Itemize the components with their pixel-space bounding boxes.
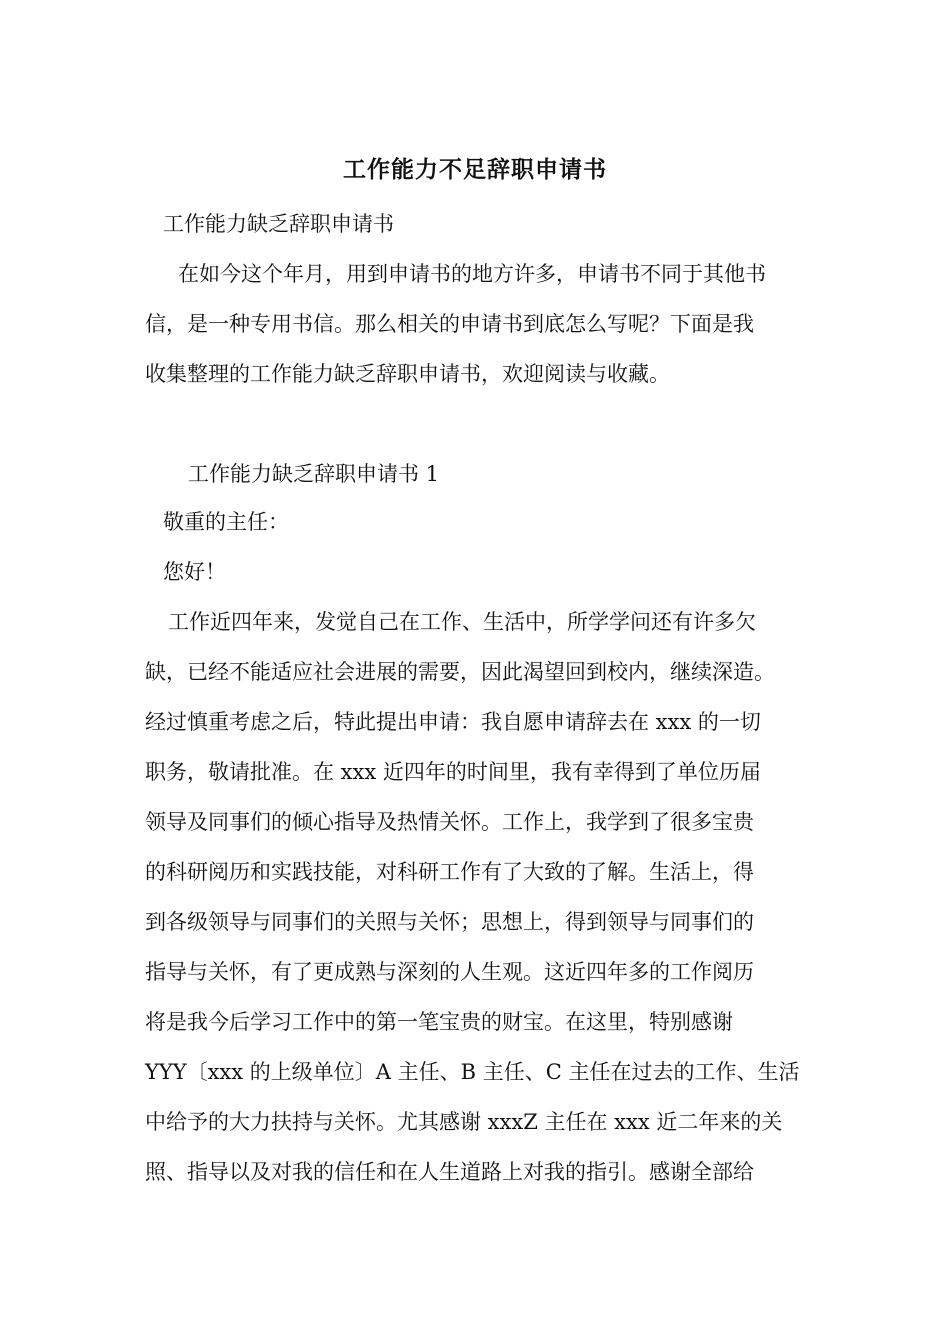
body-line: 工作近四年来，发觉自己在工作、生活中，所学学问还有许多欠 [168, 610, 756, 634]
body-line: 经过慎重考虑之后，特此提出申请：我自愿申请辞去在 xxx 的一切 [145, 710, 761, 734]
letter-greeting: 您好！ [163, 560, 226, 584]
body-line: 的科研阅历和实践技能，对科研工作有了大致的了解。生活上，得 [145, 860, 754, 884]
body-line: 照、指导以及对我的信任和在人生道路上对我的指引。感谢全部给 [145, 1160, 754, 1184]
body-line: 到各级领导与同事们的关照与关怀；思想上，得到领导与同事们的 [145, 910, 754, 934]
document-subtitle: 工作能力缺乏辞职申请书 [163, 212, 394, 236]
intro-line: 在如今这个年月，用到申请书的地方许多，申请书不同于其他书 [178, 262, 766, 286]
body-line: 指导与关怀，有了更成熟与深刻的人生观。这近四年多的工作阅历 [145, 960, 754, 984]
section-heading: 工作能力缺乏辞职申请书 1 [188, 462, 440, 486]
body-line: YYY〔xxx 的上级单位〕A 主任、B 主任、C 主任在过去的工作、生活 [145, 1060, 800, 1084]
body-line: 领导及同事们的倾心指导及热情关怀。工作上，我学到了很多宝贵 [145, 810, 754, 834]
body-line: 缺，已经不能适应社会进展的需要，因此渴望回到校内，继续深造。 [145, 660, 775, 684]
body-line: 职务，敬请批准。在 xxx 近四年的时间里，我有幸得到了单位历届 [145, 760, 761, 784]
intro-line: 收集整理的工作能力缺乏辞职申请书，欢迎阅读与收藏。 [145, 362, 670, 386]
body-line: 中给予的大力扶持与关怀。尤其感谢 xxxZ 主任在 xxx 近二年来的关 [145, 1110, 783, 1134]
document-title: 工作能力不足辞职申请书 [343, 156, 607, 183]
body-line: 将是我今后学习工作中的第一笔宝贵的财宝。在这里，特别感谢 [145, 1010, 733, 1034]
intro-line: 信，是一种专用书信。那么相关的申请书到底怎么写呢？下面是我 [145, 312, 754, 336]
letter-salutation: 敬重的主任： [163, 510, 289, 534]
